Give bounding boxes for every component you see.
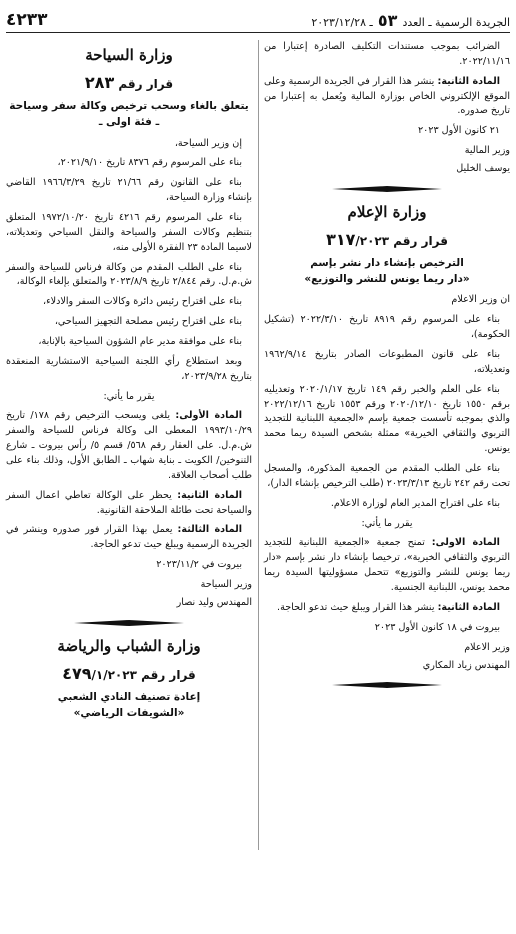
preamble-clause: بناء على اقتراح رئيس دائرة وكالات السفر والادلاء، [43, 296, 242, 308]
preamble-clause: بناء على موافقة مدير عام الشؤون السياحية بالإنابة، [38, 336, 242, 348]
article-label: المادة الثانية: [437, 75, 500, 87]
finance-continuation: الضرائب بموجب مستندات التكليف الصادرة إعتبارا من ٢٠٢٢/١١/١٦. [264, 41, 510, 67]
decision-label: قرار رقم [393, 234, 448, 249]
issue-date: ـ ٢٠٢٣/١٢/٢٨ [311, 16, 373, 29]
decision-subject [264, 255, 510, 288]
finance-signature-name: يوسف الخليل [456, 163, 510, 175]
preamble-clause: بناء على المرسوم رقم ٤٢١٦ تاريخ ١٩٧٢/١٠/٢٠ المتعلق بتنظيم وكالات السفر والسياحة والنقل السياحي وتعديلاته، لاسيما المادة ٢٣ الفقرة الأولى منه، [6, 212, 252, 253]
decision-year: /٢٠٢٣ [355, 234, 390, 249]
ministry-title-tourism: وزارة السياحة [85, 46, 173, 64]
preamble-clause: بناء على الطلب المقدم من الجمعية المذكورة، والمسجل تحت رقم ٢٤٢ تاريخ ٢٠٢٣/٣/١٣ (طلب الترخيص بإنشاء الدار)، [264, 463, 510, 489]
article-label: المادة الثالثة: [177, 524, 242, 536]
article-label: المادة الاولى: [431, 537, 500, 549]
article-label: المادة الأولى: [175, 410, 242, 422]
preamble-clause: بناء على اقتراح المدير العام لوزارة الاعلام. [330, 497, 500, 509]
decision-subject [6, 689, 252, 722]
preamble-clause: بناء على قانون المطبوعات الصادر بتاريخ ١٩٦٢/٩/١٤ وتعديلاته، [264, 349, 510, 375]
finance-date: ٢١ كانون الأول ٢٠٢٣ [418, 125, 500, 137]
decision-number: ٢٨٣ [84, 73, 115, 93]
decision-number: ٤٧٩ [62, 664, 92, 684]
section-divider [264, 681, 510, 689]
preamble-clause: وبعد استطلاع رأي اللجنة السياحية الاستشارية المنعقدة بتاريخ ٢٠٢٣/٩/٢٨، [6, 355, 252, 382]
preamble-clause: بناء على المرسوم رقم ٨٩١٩ تاريخ ٢٠٢٢/٣/١٠ (تشكيل الحكومة)، [264, 314, 510, 341]
preamble-clause: بناء على العلم والخبر رقم ١٤٩ تاريخ ٢٠٢٠/١/١٧ وتعديليه برقم ١٥٥٠ تاريخ ٢٠٢٠/١٢/١٠ ورقم ١٥٥٣ تاريخ ٢٠٢٢/١٢/١٦ والذي بموجبه تأسست جمعية بإسم «الجمعية اللبنانية للتجديد التربوي والثقافي الخيرية» ممثلة بشخص السيدة ريما محمد يونس. [264, 383, 510, 455]
preamble-minister: ان وزير الاعلام [451, 294, 510, 306]
preamble-clause: بناء على المرسوم رقم ٨٣٧٦ تاريخ ٢٠٢١/٩/١٠، [57, 157, 242, 169]
decision-label: قرار رقم [141, 668, 196, 683]
column-divider [258, 40, 259, 850]
finance-article-2 [264, 75, 510, 120]
article-text: ينشر هذا القرار في الجريدة الرسمية وعلى الموقع الإلكتروني الخاص بوزارة المالية ويُعمل به إعتبارا من تاريخ صدوره. [264, 75, 510, 117]
page-header [6, 6, 510, 33]
preamble-clause: بناء على القانون رقم ٢١/٦٦ تاريخ ١٩٦٦/٣/٢٩ القاضي بإنشاء وزارة السياحة، [6, 177, 252, 204]
section-divider [264, 185, 510, 193]
decision-date: بيروت في ٢٠٢٣/١١/٢ [156, 559, 242, 571]
article-text: ينشر هذا القرار ويبلغ حيث تدعو الحاجة. [277, 601, 435, 613]
issue-number: ٥٣ [377, 11, 398, 30]
article-text: يلغى ويسحب الترخيص رقم ١٧٨/ تاريخ ١٩٩٣/١٠/٢٩ المعطى الى وكالة فرناس للسياحة والسفر ش.م.ل. على العقار رقم ٥٦٨/ قسم ٥/ رأس بيروت ـ شارع التنوخين/ الكويت ـ بناية شهاب ـ الطابق الأول، وذلك بناء على طلب أصحاب العلاقة. [6, 410, 252, 481]
decides-heading: يقرر ما يأتي: [103, 390, 155, 402]
decides-heading: يقرر ما يأتي: [361, 517, 413, 529]
right-column [264, 40, 510, 697]
article-text: يحظر على الوكالة تعاطي اعمال السفر والسياحة تحت طائلة الملاحقة القانونية. [6, 489, 252, 516]
finance-signature-title: وزير المالية [464, 145, 510, 157]
gazette-label: الجريدة الرسمية ـ العدد [402, 16, 510, 29]
article-2 [264, 601, 510, 616]
gazette-title [311, 11, 510, 30]
article-3 [6, 523, 252, 553]
article-label: المادة الثانية: [437, 601, 500, 613]
subject-line-2: «دار ريما يونس للنشر والتوزيع» [304, 273, 470, 286]
decision-number-479 [6, 662, 252, 687]
article-2 [6, 489, 252, 519]
decision-number-283 [6, 71, 252, 96]
ministry-title-youth-sports: وزارة الشباب والرياضة [57, 636, 201, 655]
subject-line-1: إعادة تصنيف النادي الشعبي [57, 690, 201, 703]
article-text: تمنح جمعية «الجمعية اللبنانية للتجديد التربوي والثقافي الخيرية»، ترخيصا بإنشاء دار نشر بإسم «دار ريما يونس للنشر والتوزيع» تتحمل مسؤوليتها السيدة ريما محمد يونس، اللبنانية الجنسية. [264, 537, 510, 594]
signature-title: وزير السياحة [200, 579, 252, 591]
decision-year: /١/٢٠٢٣ [91, 668, 137, 683]
page-number: ٤٢٣٣ [6, 10, 48, 30]
preamble-clause: بناء على اقتراح رئيس مصلحة التجهيز السياحي، [54, 316, 242, 328]
article-1 [264, 536, 510, 595]
preamble-clause: بناء على الطلب المقدم من وكالة فرناس للسياحة والسفر ش.م.ل. رقم ٢/٨٤٤ تاريخ ٢٠٢٣/٨/٩ والمتعلق بإلغاء الوكالة، [6, 261, 252, 288]
decision-number-317 [264, 228, 510, 253]
decision-label: قرار رقم [118, 77, 174, 92]
article-text: يعمل بهذا القرار فور صدوره وينشر في الجريدة الرسمية ويبلغ حيث تدعو الحاجة. [6, 524, 252, 551]
preamble-minister: إن وزير السياحة، [174, 137, 242, 149]
decision-date: بيروت في ١٨ كانون الأول ٢٠٢٣ [374, 621, 500, 633]
section-divider [6, 619, 252, 627]
article-1 [6, 409, 252, 483]
decision-subject: يتعلق بالغاء وسحب ترخيص وكالة سفر وسياحة ـ فئة اولى ـ [9, 100, 249, 129]
signature-name: المهندس زياد المكاري [422, 659, 510, 671]
article-label: المادة الثانية: [177, 489, 242, 501]
decision-number: ٣١٧ [326, 230, 356, 250]
signature-title: وزير الاعلام [464, 641, 510, 653]
ministry-title-information: وزارة الإعلام [347, 202, 427, 221]
subject-line-2: «الشويفات الرياضي» [73, 707, 185, 720]
left-column [6, 40, 252, 727]
subject-line-1: الترخيص بإنشاء دار نشر بإسم [310, 256, 464, 269]
signature-name: المهندس وليد نصار [176, 596, 252, 608]
